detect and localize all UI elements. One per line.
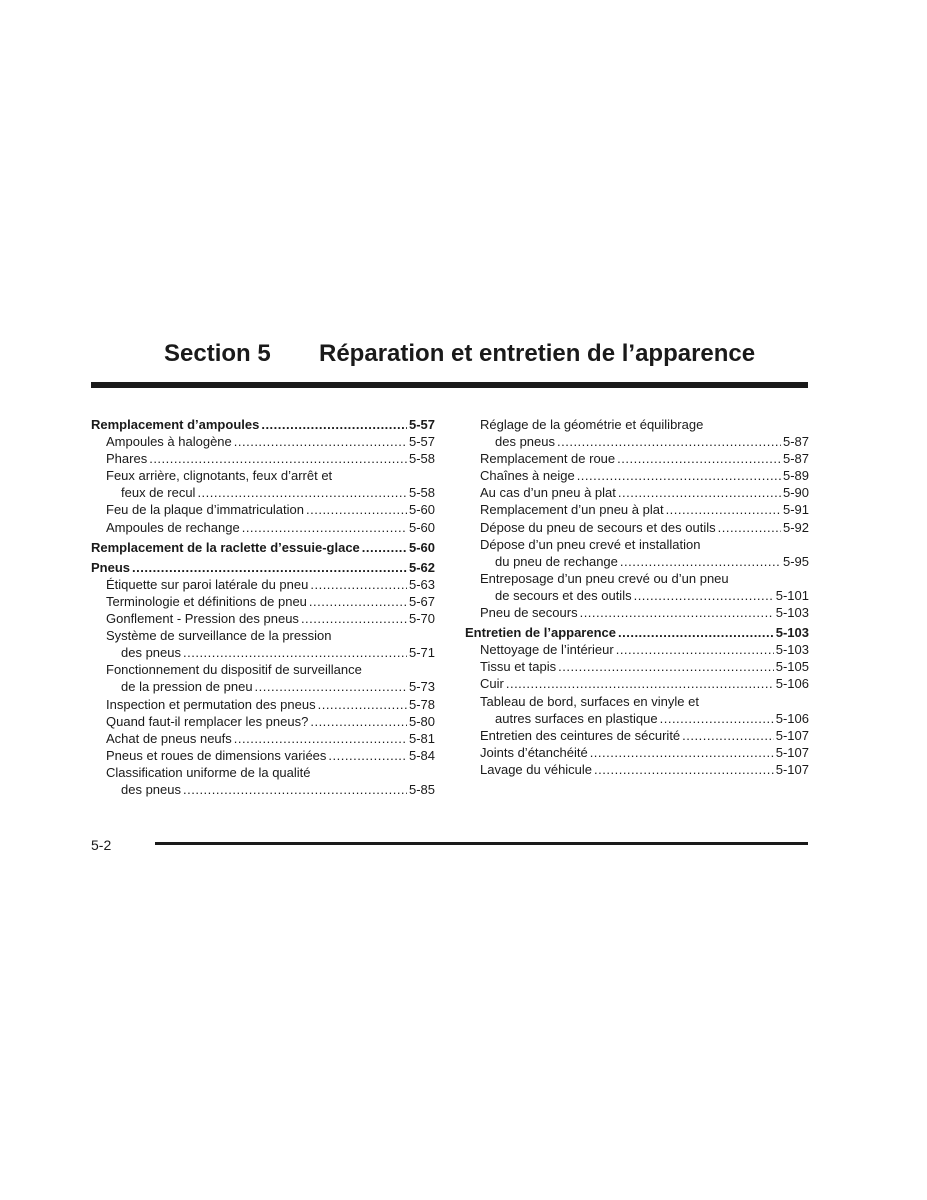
toc-entry[interactable] [465, 433, 809, 450]
toc-entry-title: Pneu de secours [480, 605, 578, 621]
toc-entry-title: Lavage du véhicule [480, 761, 593, 777]
dot-leader [577, 467, 781, 484]
toc-entry-title: Dépose du pneu de secours et des outils [480, 519, 716, 535]
toc-entry[interactable] [465, 675, 809, 692]
toc-entry-page: 5-107 [775, 744, 809, 760]
toc-entry[interactable] [91, 576, 435, 593]
toc-entry-page: 5-58 [408, 451, 435, 467]
toc-entry-page: 5-92 [782, 519, 809, 535]
toc-entry[interactable] [91, 467, 435, 484]
dot-leader [309, 593, 407, 610]
dot-leader [580, 604, 774, 621]
toc-entry[interactable] [91, 610, 435, 627]
toc-entry-page: 5-106 [775, 676, 809, 692]
dot-leader [506, 675, 774, 692]
toc-entry[interactable] [91, 696, 435, 713]
toc-entry-page: 5-60 [408, 502, 435, 518]
dot-leader [618, 624, 774, 641]
toc-entry[interactable] [465, 484, 809, 501]
dot-leader [616, 641, 774, 658]
toc-entry-title: Entretien de l’apparence [465, 625, 616, 641]
toc-entry-page: 5-57 [408, 434, 435, 450]
toc-entry-page: 5-71 [408, 645, 435, 661]
section-label: Section 5 [164, 340, 271, 367]
toc-entry-title: Pneus et roues de dimensions variées [106, 747, 327, 763]
toc-entry[interactable] [91, 678, 435, 695]
toc-entry[interactable] [465, 624, 809, 641]
toc-column-left [91, 416, 435, 798]
toc-entry-page: 5-60 [408, 519, 435, 535]
toc-entry[interactable] [91, 484, 435, 501]
toc-entry-page: 5-101 [775, 587, 809, 603]
toc-entry[interactable] [465, 744, 809, 761]
toc-entry[interactable] [465, 761, 809, 778]
dot-leader [318, 696, 407, 713]
toc-entry-page: 5-105 [775, 659, 809, 675]
toc-entry-title: Feux arrière, clignotants, feux d’arrêt et [106, 468, 333, 484]
toc-entry-page: 5-106 [775, 710, 809, 726]
toc-entry-page: 5-60 [408, 539, 435, 555]
toc-entry-page: 5-78 [408, 696, 435, 712]
dot-leader [234, 433, 407, 450]
page-number: 5-2 [91, 837, 112, 853]
toc-entry-page: 5-91 [782, 502, 809, 518]
toc-entry-page: 5-103 [775, 605, 809, 621]
toc-entry-title: des pneus [495, 434, 555, 450]
toc-entry-title: Terminologie et définitions de pneu [106, 593, 307, 609]
toc-entry-page: 5-70 [408, 611, 435, 627]
toc-column-right [465, 416, 809, 778]
toc-entry[interactable] [91, 501, 435, 518]
dot-leader [183, 781, 407, 798]
toc-entry-title: feux de recul [121, 485, 196, 501]
dot-leader [666, 501, 781, 518]
toc-entry-page: 5-85 [408, 781, 435, 797]
toc-entry-page: 5-87 [782, 451, 809, 467]
toc-entry-page: 5-63 [408, 576, 435, 592]
toc-entry-page: 5-87 [782, 434, 809, 450]
toc-entry[interactable] [465, 416, 809, 433]
dot-leader [618, 484, 781, 501]
toc-entry-page: 5-103 [775, 642, 809, 658]
toc-entry[interactable] [91, 661, 435, 678]
toc-entry[interactable] [91, 450, 435, 467]
toc-entry[interactable] [91, 747, 435, 764]
toc-entry-title: Étiquette sur paroi latérale du pneu [106, 576, 309, 592]
toc-entry-title: Au cas d’un pneu à plat [480, 485, 616, 501]
heading-rule [91, 382, 808, 388]
toc-entry[interactable] [465, 587, 809, 604]
toc-entry-title: du pneu de rechange [495, 553, 618, 569]
dot-leader [328, 747, 407, 764]
toc-entry-title: Système de surveillance de la pression [106, 628, 332, 644]
toc-entry-title: Quand faut-il remplacer les pneus? [106, 713, 309, 729]
toc-entry-title: Achat de pneus neufs [106, 730, 232, 746]
toc-entry[interactable] [91, 781, 435, 798]
toc-entry[interactable] [465, 727, 809, 744]
toc-entry[interactable] [465, 570, 809, 587]
toc-entry-title: de secours et des outils [495, 587, 632, 603]
toc-entry[interactable] [91, 627, 435, 644]
dot-leader [301, 610, 407, 627]
toc-entry[interactable] [465, 450, 809, 467]
dot-leader [620, 553, 781, 570]
toc-entry[interactable] [91, 519, 435, 536]
toc-entry[interactable] [465, 658, 809, 675]
toc-entry-page: 5-90 [782, 485, 809, 501]
toc-entry[interactable] [465, 641, 809, 658]
dot-leader [149, 450, 407, 467]
toc-entry-title: Chaînes à neige [480, 468, 575, 484]
toc-entry-title: Inspection et permutation des pneus [106, 696, 316, 712]
dot-leader [242, 519, 407, 536]
toc-entry-title: Tissu et tapis [480, 659, 557, 675]
toc-entry[interactable] [465, 501, 809, 518]
dot-leader [557, 433, 781, 450]
toc-entry[interactable] [91, 593, 435, 610]
dot-leader [261, 416, 407, 433]
toc-entry[interactable] [91, 713, 435, 730]
section-title: Réparation et entretien de l’apparence [319, 340, 756, 367]
toc-entry-page: 5-81 [408, 730, 435, 746]
toc-entry-title: Tableau de bord, surfaces en vinyle et [480, 693, 699, 709]
toc-entry-title: Pneus [91, 559, 131, 575]
toc-entry-title: de la pression de pneu [121, 679, 253, 695]
dot-leader [255, 678, 407, 695]
dot-leader [558, 658, 774, 675]
dot-leader [617, 450, 781, 467]
toc-entry-title: Gonflement - Pression des pneus [106, 611, 299, 627]
dot-leader [310, 576, 407, 593]
dot-leader [718, 519, 781, 536]
toc-entry-page: 5-107 [775, 727, 809, 743]
toc-entry-page: 5-107 [775, 761, 809, 777]
toc-entry-page: 5-57 [408, 417, 435, 432]
toc-entry[interactable] [91, 416, 435, 433]
toc-entry-page: 5-62 [408, 559, 435, 575]
dot-leader [594, 761, 774, 778]
toc-entry-title: des pneus [121, 781, 181, 797]
toc-entry-title: Ampoules à halogène [106, 434, 232, 450]
toc-entry-title: Remplacement de roue [480, 451, 616, 467]
toc-entry-page: 5-89 [782, 468, 809, 484]
toc-entry-title: Fonctionnement du dispositif de surveillance [106, 662, 362, 678]
toc-entry[interactable] [465, 467, 809, 484]
dot-leader [306, 501, 407, 518]
toc-entry-title: Cuir [480, 676, 504, 692]
toc-entry[interactable] [465, 710, 809, 727]
dot-leader [590, 744, 774, 761]
toc-entry-page: 5-103 [775, 625, 809, 641]
toc-entry[interactable] [465, 553, 809, 570]
toc-entry-page: 5-80 [408, 713, 435, 729]
toc-entry-title: Classification uniforme de la qualité [106, 764, 311, 780]
toc-entry-page: 5-73 [408, 679, 435, 695]
dot-leader [310, 713, 407, 730]
dot-leader [362, 539, 407, 556]
toc-entry-title: Entreposage d’un pneu crevé ou d’un pneu [480, 570, 729, 586]
toc-entry[interactable] [91, 539, 435, 556]
dot-leader [234, 730, 407, 747]
toc-entry-title: Nettoyage de l’intérieur [480, 642, 614, 658]
dot-leader [660, 710, 774, 727]
footer-rule [155, 842, 808, 845]
toc-entry[interactable] [465, 604, 809, 621]
toc-entry-title: des pneus [121, 645, 181, 661]
toc-entry-title: Joints d’étanchéité [480, 744, 588, 760]
toc-entry-title: Remplacement d’ampoules [91, 417, 260, 432]
toc-entry[interactable] [465, 693, 809, 710]
toc-entry[interactable] [91, 730, 435, 747]
toc-entry[interactable] [91, 559, 435, 576]
toc-entry-title: Entretien des ceintures de sécurité [480, 727, 681, 743]
dot-leader [197, 484, 407, 501]
toc-entry-title: Remplacement de la raclette d’essuie-glace [91, 539, 360, 555]
toc-entry[interactable] [465, 519, 809, 536]
dot-leader [132, 559, 407, 576]
toc-entry-page: 5-58 [408, 485, 435, 501]
toc-entry[interactable] [91, 764, 435, 781]
toc-entry-page: 5-67 [408, 593, 435, 609]
toc-entry-title: Dépose d’un pneu crevé et installation [480, 536, 701, 552]
toc-entry-page: 5-95 [782, 553, 809, 569]
toc-entry-title: Ampoules de rechange [106, 519, 240, 535]
dot-leader [183, 644, 407, 661]
toc-entry-title: Remplacement d’un pneu à plat [480, 502, 664, 518]
toc-entry-title: Réglage de la géométrie et équilibrage [480, 417, 704, 432]
toc-entry-title: Phares [106, 451, 148, 467]
dot-leader [682, 727, 774, 744]
toc-entry-page: 5-84 [408, 747, 435, 763]
toc-entry-title: Feu de la plaque d’immatriculation [106, 502, 304, 518]
dot-leader [634, 587, 774, 604]
section-heading [164, 340, 864, 368]
toc-entry[interactable] [91, 433, 435, 450]
toc-entry[interactable] [91, 644, 435, 661]
toc-entry[interactable] [465, 536, 809, 553]
toc-entry-title: autres surfaces en plastique [495, 710, 658, 726]
